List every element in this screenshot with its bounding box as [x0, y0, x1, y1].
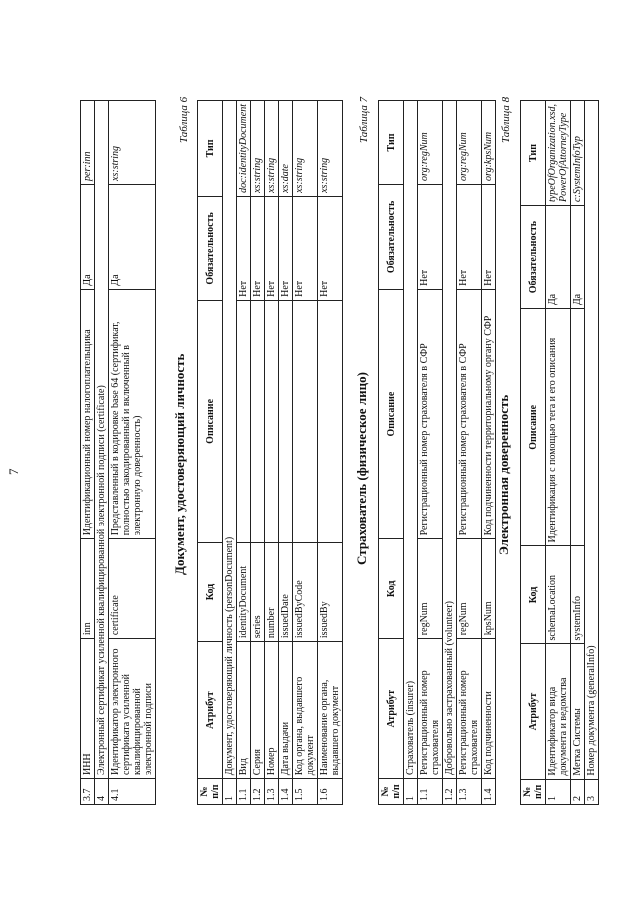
table-header-cell: Тип	[521, 101, 546, 206]
table-row	[81, 101, 95, 805]
table-header-cell: Обязательность	[379, 184, 404, 289]
table-cell: 1.3	[265, 779, 279, 805]
table-row	[109, 101, 156, 805]
table-cell: 1	[404, 779, 418, 805]
table8-heading: Электронная доверенность	[496, 394, 511, 555]
table-header-cell: № п/п	[379, 779, 404, 805]
table-cell: org:regNum	[457, 101, 482, 185]
table-header-cell: Обязательность	[521, 206, 546, 309]
table-row	[223, 101, 237, 805]
table-cell: 1	[546, 779, 571, 804]
table-cell: Идентификация с помощью тега и его описания	[546, 309, 571, 546]
table-row	[265, 101, 279, 805]
table-cell: Электронный сертификат усиленной квалифицированной электронной подписи (certificate)	[95, 101, 109, 779]
table-cell	[293, 300, 318, 542]
table-header-cell: Атрибут	[379, 639, 404, 779]
table-cell: Наименование органа, выдавшего документ	[318, 642, 343, 779]
table-cell: Нет	[457, 184, 482, 289]
table-cell: 1.2	[251, 779, 265, 805]
table-cell: Добровольно застрахованный (volunteer)	[443, 101, 457, 779]
table-header-cell: Обязательность	[198, 196, 223, 300]
table-cell	[318, 300, 343, 542]
table-cell: schemaLocation	[546, 546, 571, 644]
table-cell: Регистрационный номер страхователя в СФР	[418, 289, 443, 539]
table-cell: Нет	[318, 196, 343, 300]
table-cell: 1.1	[418, 779, 443, 805]
table-cell: Код подчиненности территориальному органу СФР	[482, 289, 496, 539]
table-header-cell: Атрибут	[198, 642, 223, 779]
table-cell: Страхователь (insurer)	[404, 101, 418, 779]
table-cell: Да	[81, 184, 95, 289]
table-cell: 1.3	[457, 779, 482, 805]
table-header-cell: Тип	[379, 101, 404, 185]
table6-label: Таблица 6	[178, 96, 190, 143]
table-cell: Нет	[279, 196, 293, 300]
continuation-table	[80, 100, 156, 805]
table-cell: Идентификационный номер налогоплательщика	[81, 289, 95, 539]
table-cell: Идентификатор электронного сертификата усиленной квалифицированной электронной подписи	[109, 639, 156, 779]
table-row	[293, 101, 318, 805]
table-row	[443, 101, 457, 805]
table-header-cell: Код	[198, 542, 223, 641]
table-cell: 1.4	[279, 779, 293, 805]
table-header-cell: Тип	[198, 101, 223, 197]
table-cell: issuedBy	[318, 542, 343, 641]
table-cell: org:kpsNum	[482, 101, 496, 185]
table-row	[585, 101, 599, 805]
table-cell: 1	[223, 779, 237, 805]
table-cell: Код подчиненности	[482, 639, 496, 779]
table-cell: typeOfOrganization.xsd, PowerOfAttorneyType	[546, 101, 571, 206]
table-cell: 1.6	[318, 779, 343, 805]
table-header-row	[198, 101, 223, 805]
table7-heading: Страхователь (физическое лицо)	[354, 372, 369, 565]
table-cell: systemInfo	[571, 546, 585, 644]
table-cell: Идентификатор вида документа и ведомства	[546, 644, 571, 779]
table-cell	[251, 300, 265, 542]
table-cell: Регистрационный номер страхователя в СФР	[457, 289, 482, 539]
table-cell: 2	[571, 779, 585, 804]
table-cell: inn	[81, 539, 95, 639]
table-row	[457, 101, 482, 805]
table-row	[95, 101, 109, 805]
table-cell: Номер	[265, 642, 279, 779]
table-row	[482, 101, 496, 805]
table-cell: c:SystemInfoTyp	[571, 101, 585, 206]
table-cell: Вид	[237, 642, 251, 779]
table-row	[571, 101, 585, 805]
table-row	[279, 101, 293, 805]
table-row	[418, 101, 443, 805]
table-cell	[237, 300, 251, 542]
table-header-cell: Атрибут	[521, 644, 546, 779]
table-row	[237, 101, 251, 805]
table-cell: regNum	[418, 539, 443, 639]
table-cell: xs:string	[318, 101, 343, 197]
table-cell: 1.4	[482, 779, 496, 805]
table-cell: xs:string	[293, 101, 318, 197]
table-cell: 3.7	[81, 779, 95, 805]
table-header-cell: № п/п	[521, 779, 546, 804]
table-header-row	[521, 101, 546, 805]
table-cell: Нет	[251, 196, 265, 300]
table-cell	[265, 300, 279, 542]
table-cell: number	[265, 542, 279, 641]
table-cell: 1.5	[293, 779, 318, 805]
table-cell: ИНН	[81, 639, 95, 779]
table7-label: Таблица 7	[358, 96, 370, 143]
table-cell: xs:date	[279, 101, 293, 197]
table-cell: xs:string	[265, 101, 279, 197]
table-cell: Регистрационный номер страхователя	[457, 639, 482, 779]
table-cell: 4.1	[109, 779, 156, 805]
table-cell: Нет	[482, 184, 496, 289]
table-cell: issuedDate	[279, 542, 293, 641]
table-cell: Нет	[237, 196, 251, 300]
table-header-cell: Описание	[379, 289, 404, 539]
table-cell: per:inn	[81, 101, 95, 185]
table-cell: Да	[546, 206, 571, 309]
table-cell: Нет	[293, 196, 318, 300]
page-number: 7	[6, 468, 21, 475]
table8-label: Таблица 8	[500, 96, 512, 143]
table-row	[318, 101, 343, 805]
table-cell: 1.2	[443, 779, 457, 805]
table-cell: Метка Системы	[571, 644, 585, 779]
table-header-cell: Описание	[521, 309, 546, 546]
table-cell: issuedByCode	[293, 542, 318, 641]
table-header-cell: Код	[521, 546, 546, 644]
table-cell: 4	[95, 779, 109, 805]
table-cell: certificate	[109, 539, 156, 639]
table-cell	[571, 309, 585, 546]
table-cell: Номер документа (generalInfo)	[585, 101, 599, 780]
table-cell: xs:string	[109, 101, 156, 185]
table-cell: 3	[585, 779, 599, 804]
table-cell: Нет	[418, 184, 443, 289]
table-cell: 1.1	[237, 779, 251, 805]
table-cell: Представленный в кодировке base 64 (сертификат, полностью закодированный и включенный в электронную доверенность)	[109, 289, 156, 539]
table-cell: regNum	[457, 539, 482, 639]
table-cell: Документ, удостоверяющий личность (personDocument)	[223, 101, 237, 779]
table-cell: Серия	[251, 642, 265, 779]
table-header-cell: Описание	[198, 300, 223, 542]
table-cell: Регистрационный номер страхователя	[418, 639, 443, 779]
table-cell: xs:string	[251, 101, 265, 197]
table7	[378, 100, 496, 805]
table-cell: Да	[109, 184, 156, 289]
table-header-cell: Код	[379, 539, 404, 639]
table-cell: kpsNum	[482, 539, 496, 639]
table6-heading: Документ, удостоверяющий личность	[172, 353, 187, 575]
table-cell: identityDocument	[237, 542, 251, 641]
table8	[520, 100, 599, 805]
table-cell: Да	[571, 206, 585, 309]
table-header-cell: № п/п	[198, 779, 223, 805]
table-row	[404, 101, 418, 805]
table-cell: Нет	[265, 196, 279, 300]
table6	[197, 100, 343, 805]
table-cell: Код органа, выдавшего документ	[293, 642, 318, 779]
table-row	[251, 101, 265, 805]
table-cell: org:regNum	[418, 101, 443, 185]
table-cell: series	[251, 542, 265, 641]
table-cell	[279, 300, 293, 542]
table-cell: Дата выдачи	[279, 642, 293, 779]
table-cell: doc:identityDocument	[237, 101, 251, 197]
table-row	[546, 101, 571, 805]
table-header-row	[379, 101, 404, 805]
